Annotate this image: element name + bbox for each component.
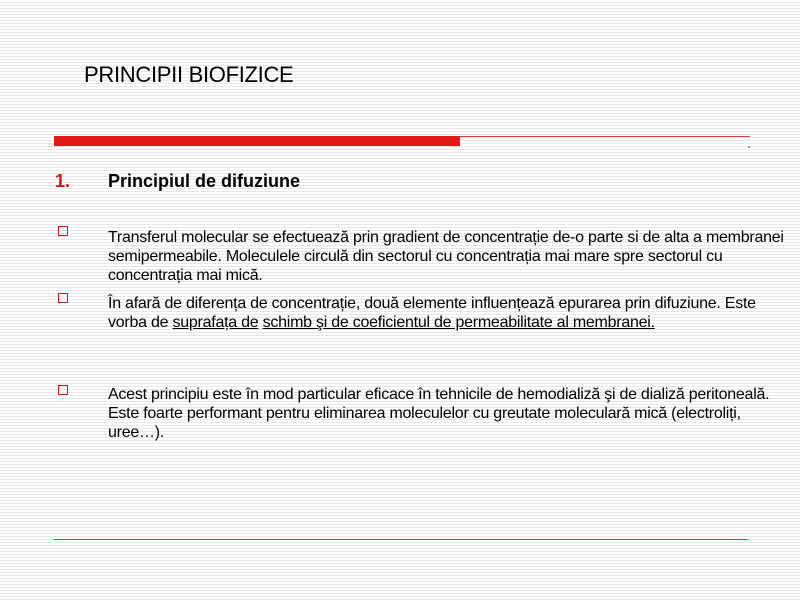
divider-end-mark: [748, 146, 750, 148]
bullet-text-1: Transferul molecular se efectuează prin gradient de concentrație de-o parte si de alta a membranei semipermeabile. Moleculele circulă din sectorul cu concentrația mai mare spre sectorul cu concentrația mai mică.: [108, 229, 784, 284]
divider-thick-bar: [54, 136, 460, 146]
section-number: 1.: [55, 171, 71, 191]
underlined-term-exchange-coefficient: schimb şi de coeficientul de permeabilitate al membranei.: [262, 314, 655, 331]
page-title: PRINCIPII BIOFIZICE: [84, 62, 294, 87]
square-bullet-icon: [58, 293, 68, 303]
bullet-text-2: [108, 294, 788, 332]
underlined-term-surface: suprafața de: [172, 314, 259, 331]
bullet-text-3: Acest principiu este în mod particular eficace în tehnicile de hemodializă şi de dializă peritoneală. Este foarte performant pentru eliminarea moleculelor cu greutate moleculară mică (electroliți, uree…).: [108, 386, 770, 441]
square-bullet-icon: [58, 226, 68, 236]
title-divider: [54, 136, 750, 148]
bullet-text-2-intro: În afară de diferența de concentrație, două elemente influențează epurarea prin difuziune. Este vorba de: [108, 295, 756, 331]
square-bullet-icon: [58, 385, 68, 395]
section-heading: Principiul de difuziune: [108, 171, 301, 191]
divider-thin-line: [460, 136, 750, 137]
footer-divider: [54, 539, 748, 540]
